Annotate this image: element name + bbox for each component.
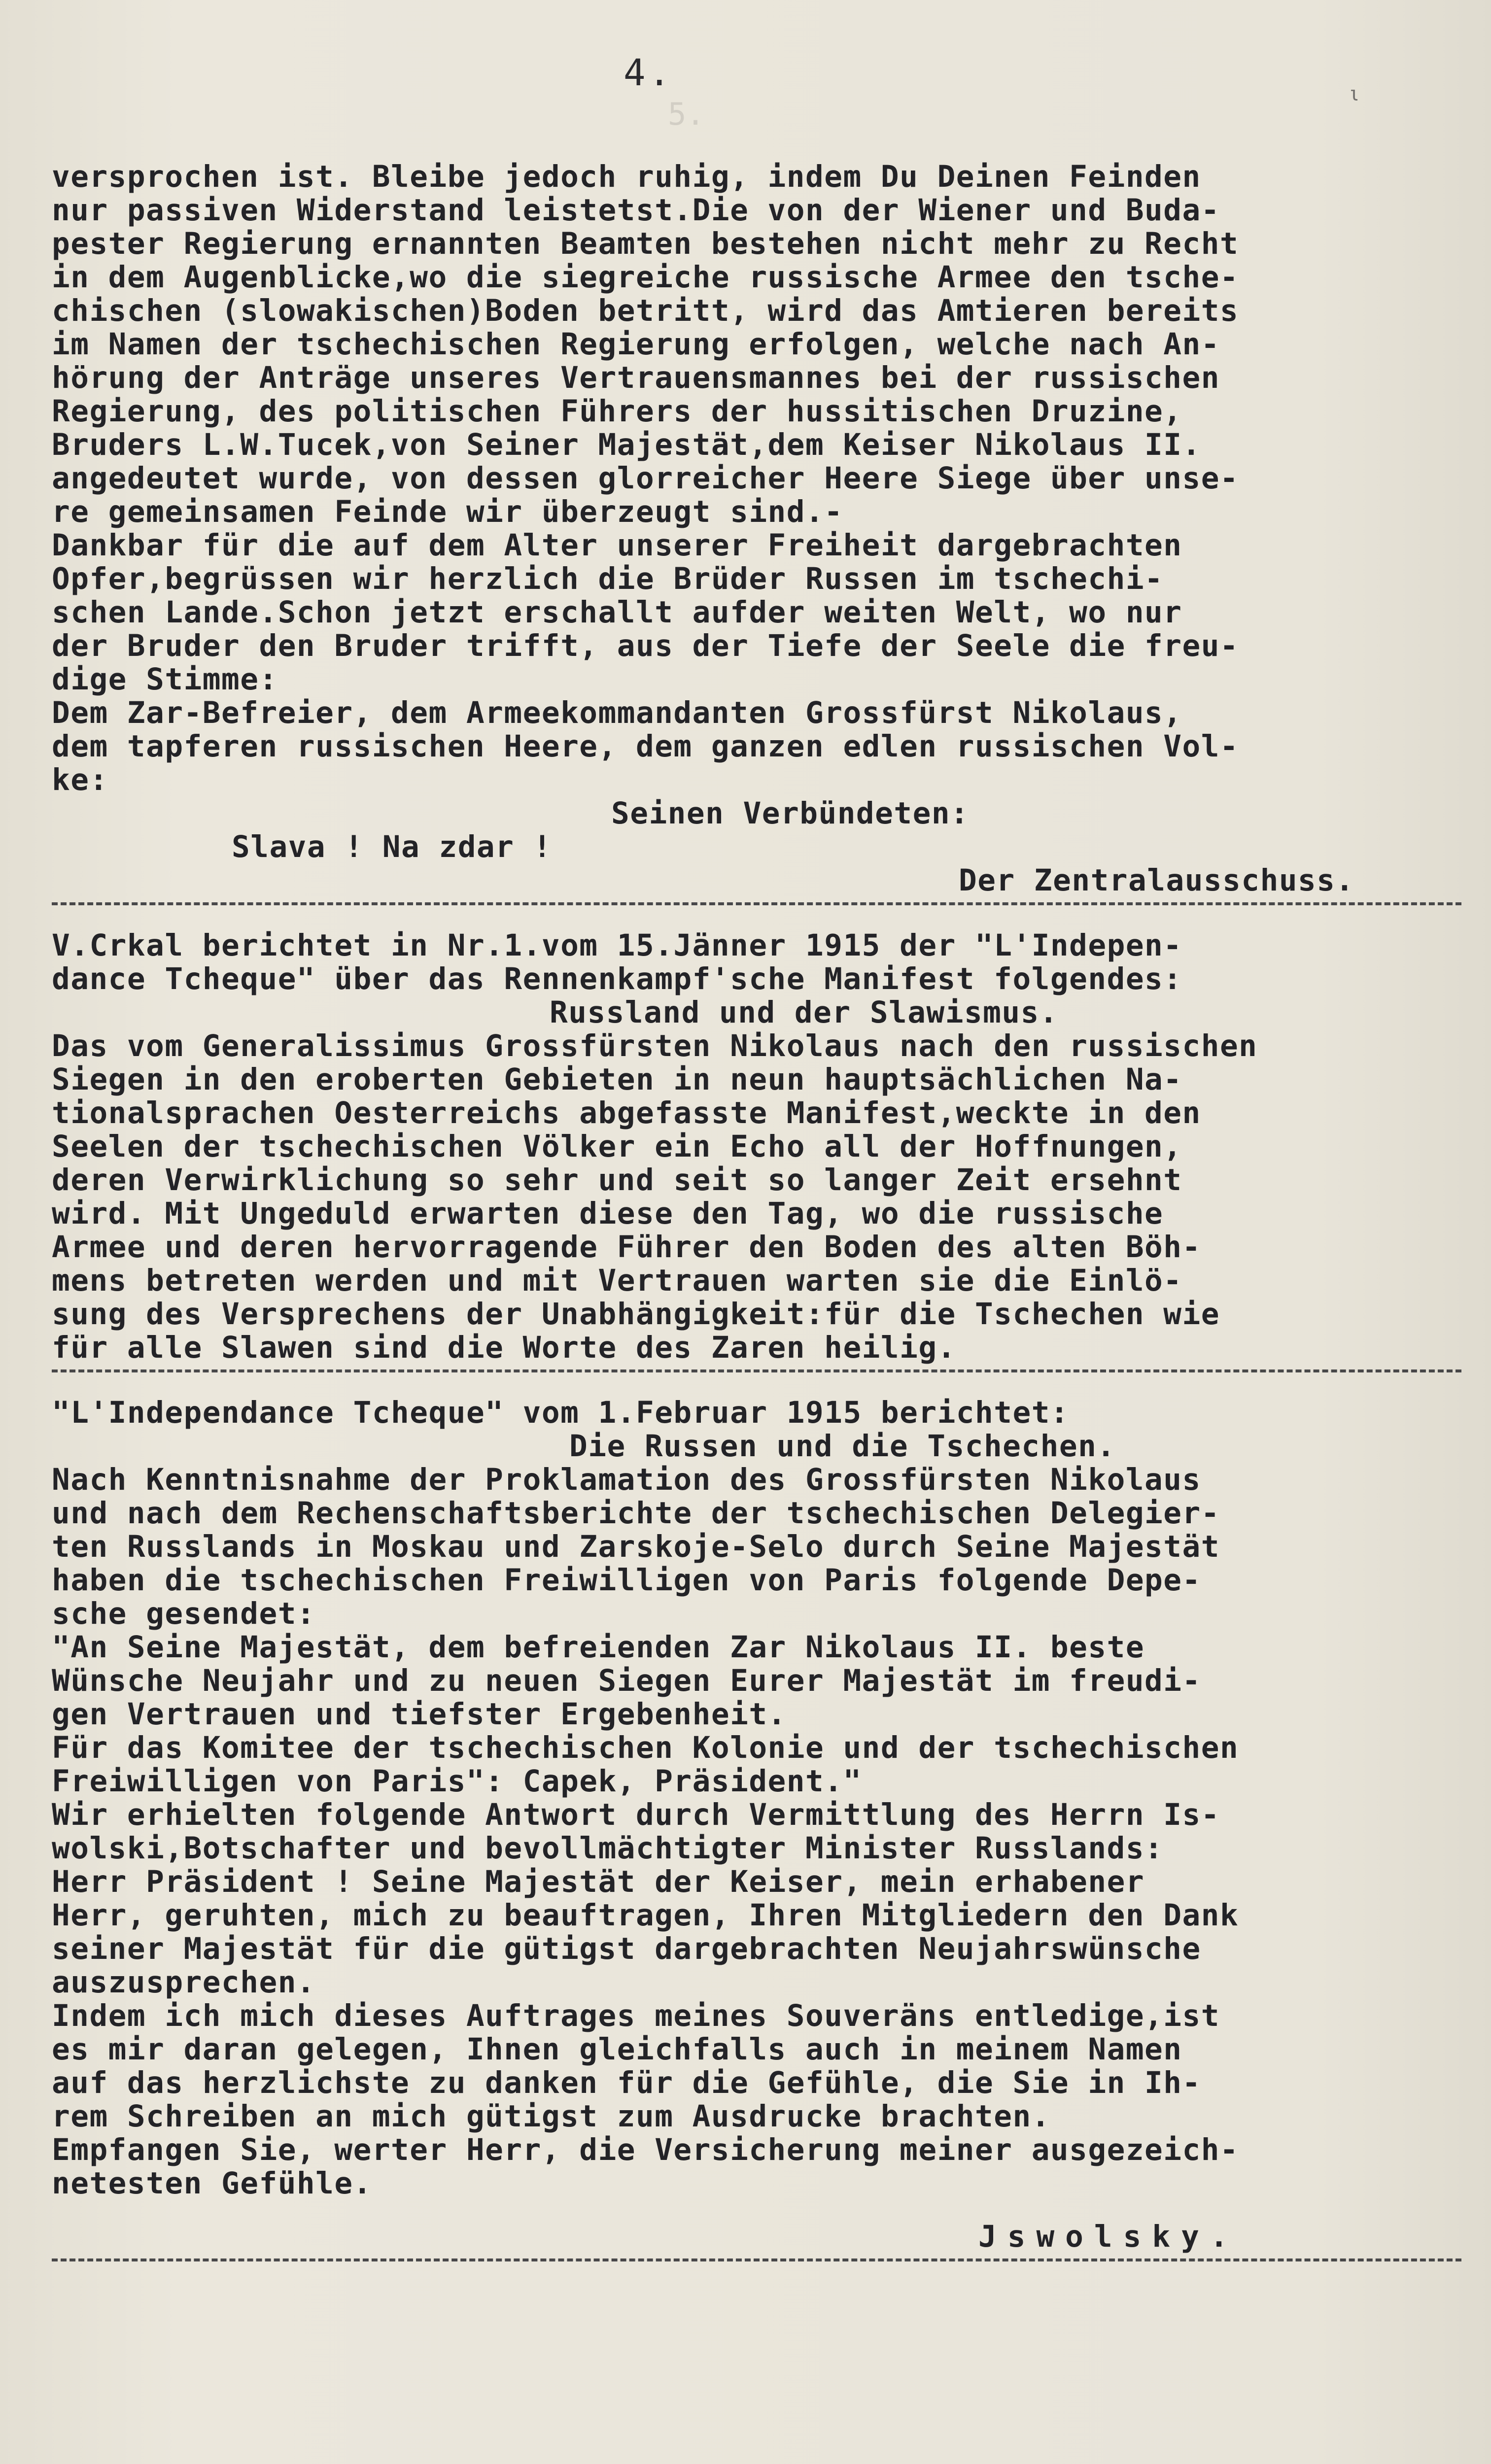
text-line: rem Schreiben an mich gütigst zum Ausdrucke brachten.	[52, 2099, 1050, 2134]
text-line: Seelen der tschechischen Völker ein Echo all der Hoffnungen,	[52, 1129, 1182, 1164]
text-line: Empfangen Sie, werter Herr, die Versicherung meiner ausgezeich-	[52, 2132, 1239, 2167]
text-line: netesten Gefühle.	[52, 2166, 372, 2201]
text-line: und nach dem Rechenschaftsberichte der tschechischen Delegier-	[52, 1496, 1220, 1531]
text-line: für alle Slawen sind die Worte des Zaren heilig.	[52, 1330, 956, 1365]
text-line: seiner Majestät für die gütigst dargebrachten Neujahrswünsche	[52, 1931, 1201, 1966]
iswolsky-signature: Jswolsky.	[978, 2219, 1239, 2254]
text-line: auszusprechen.	[52, 1965, 316, 2000]
spacer	[52, 2200, 1461, 2220]
text-line: in dem Augenblicke,wo die siegreiche russische Armee den tsche-	[52, 260, 1239, 295]
section-russland-slawismus	[52, 929, 1461, 1365]
text-line: Wir erhielten folgende Antwort durch Vermittlung des Herrn Is-	[52, 1797, 1220, 1832]
text-line: Siegen in den eroberten Gebieten in neun hauptsächlichen Na-	[52, 1062, 1182, 1097]
text-line: angedeutet wurde, von dessen glorreicher Heere Siege über unse-	[52, 461, 1239, 496]
text-line: dige Stimme:	[52, 662, 278, 697]
text-line: pester Regierung ernannten Beamten bestehen nicht mehr zu Recht	[52, 226, 1239, 261]
text-line: tionalsprachen Oesterreichs abgefasste Manifest,weckte in den	[52, 1095, 1201, 1130]
text-line: mens betreten werden und mit Vertrauen warten sie die Einlö-	[52, 1263, 1182, 1298]
page-number: 4.	[624, 52, 674, 94]
text-line: Nach Kenntnisnahme der Proklamation des Grossfürsten Nikolaus	[52, 1462, 1201, 1497]
text-line: Wünsche Neujahr und zu neuen Siegen Eurer Majestät im freudi-	[52, 1663, 1201, 1698]
text-line: dance Tcheque" über das Rennenkampf'sche Manifest folgendes:	[52, 961, 1182, 996]
text-line: Herr, geruhten, mich zu beauftragen, Ihren Mitgliedern den Dank	[52, 1898, 1239, 1933]
slava-line: Slava ! Na zdar !	[232, 829, 552, 864]
text-line: Opfer,begrüssen wir herzlich die Brüder Russen im tschechi-	[52, 561, 1164, 596]
text-line: Das vom Generalissimus Grossfürsten Nikolaus nach den russischen	[52, 1028, 1258, 1063]
corner-mark: ι	[1348, 83, 1360, 105]
text-line: Indem ich mich dieses Auftrages meines Souveräns entledige,ist	[52, 1998, 1220, 2033]
text-line: im Namen der tschechischen Regierung erfolgen, welche nach An-	[52, 327, 1220, 362]
text-line: der Bruder den Bruder trifft, aus der Tiefe der Seele die freu-	[52, 628, 1239, 663]
typed-body	[52, 160, 1461, 2285]
text-line: deren Verwirklichung so sehr und seit so langer Zeit ersehnt	[52, 1163, 1182, 1198]
allies-line: Seinen Verbündeten:	[611, 796, 970, 831]
text-line: Für das Komitee der tschechischen Kolonie und der tschechischen	[52, 1730, 1239, 1765]
section-heading: Die Russen und die Tschechen.	[569, 1429, 1116, 1464]
section-proclamation	[52, 160, 1461, 897]
text-line: wolski,Botschafter und bevollmächtigter Minister Russlands:	[52, 1831, 1164, 1866]
text-line: wird. Mit Ungeduld erwarten diese den Tag, wo die russische	[52, 1196, 1164, 1231]
text-line: "L'Independance Tcheque" vom 1.Februar 1915 berichtet:	[52, 1395, 1070, 1430]
text-line: haben die tschechischen Freiwilligen von Paris folgende Depe-	[52, 1563, 1201, 1598]
committee-signature: Der Zentralausschuss.	[959, 863, 1354, 898]
text-line: Dankbar für die auf dem Alter unserer Freiheit dargebrachten	[52, 528, 1182, 563]
text-line: ke:	[52, 762, 108, 797]
text-line: ten Russlands in Moskau und Zarskoje-Selo durch Seine Majestät	[52, 1529, 1220, 1564]
dashed-divider	[52, 902, 1461, 922]
section-heading: Russland und der Slawismus.	[550, 995, 1059, 1030]
text-line: schen Lande.Schon jetzt erschallt aufder weiten Welt, wo nur	[52, 595, 1182, 630]
text-line: V.Crkal berichtet in Nr.1.vom 15.Jänner 1915 der "L'Indepen-	[52, 928, 1182, 963]
text-line: re gemeinsamen Feinde wir überzeugt sind.-	[52, 494, 843, 529]
text-line: Bruders L.W.Tucek,von Seiner Majestät,dem Keiser Nikolaus II.	[52, 427, 1201, 462]
ghost-page-number: 5.	[668, 96, 705, 132]
dashed-divider	[52, 2259, 1461, 2278]
text-line: auf das herzlichste zu danken für die Gefühle, die Sie in Ih-	[52, 2065, 1201, 2100]
text-line: es mir daran gelegen, Ihnen gleichfalls auch in meinem Namen	[52, 2032, 1182, 2067]
text-line: Regierung, des politischen Führers der hussitischen Druzine,	[52, 394, 1182, 429]
text-line: Dem Zar-Befreier, dem Armeekommandanten Grossfürst Nikolaus,	[52, 695, 1182, 730]
text-line: Herr Präsident ! Seine Majestät der Keiser, mein erhabener	[52, 1864, 1145, 1899]
text-line: sche gesendet:	[52, 1596, 316, 1631]
dashed-divider	[52, 1369, 1461, 1389]
text-line: nur passiven Widerstand leistetst.Die von der Wiener und Buda-	[52, 193, 1220, 228]
section-russen-tschechen	[52, 1396, 1461, 2254]
text-line: hörung der Anträge unseres Vertrauensmannes bei der russischen	[52, 360, 1220, 395]
text-line: Freiwilligen von Paris": Capek, Präsident."	[52, 1764, 862, 1799]
text-line: dem tapferen russischen Heere, dem ganzen edlen russischen Vol-	[52, 729, 1239, 764]
text-line: Armee und deren hervorragende Führer den Boden des alten Böh-	[52, 1230, 1201, 1265]
text-line: "An Seine Majestät, dem befreienden Zar Nikolaus II. beste	[52, 1630, 1145, 1665]
text-line: gen Vertrauen und tiefster Ergebenheit.	[52, 1697, 787, 1732]
text-line: chischen (slowakischen)Boden betritt, wird das Amtieren bereits	[52, 293, 1239, 328]
text-line: sung des Versprechens der Unabhängigkeit:für die Tschechen wie	[52, 1297, 1220, 1332]
text-line: versprochen ist. Bleibe jedoch ruhig, indem Du Deinen Feinden	[52, 159, 1201, 194]
